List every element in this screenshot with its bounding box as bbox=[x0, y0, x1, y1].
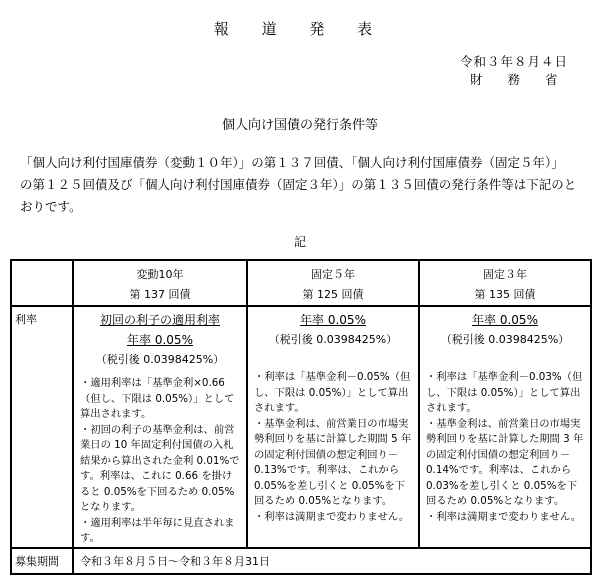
list-item: ・利率は「基準金利－0.05%（但し、下限は 0.05%）」として算出されます。 bbox=[254, 371, 411, 414]
list-item: ・適用利率は半年毎に見直されます。 bbox=[80, 516, 235, 544]
rate-cell-fixed5 bbox=[247, 306, 419, 548]
table-row-rate bbox=[11, 306, 591, 548]
rate-cell-floating10 bbox=[73, 306, 247, 548]
press-release-title: 報 道 発 表 bbox=[213, 20, 387, 38]
rate-notes bbox=[80, 376, 242, 547]
list-item: ・利率は満期まで変わりません。 bbox=[254, 510, 410, 523]
initial-rate-label: 初回の利子の適用利率 bbox=[99, 313, 220, 327]
column-issue: 第 137 回債 bbox=[129, 288, 191, 301]
column-name: 固定３年 bbox=[483, 268, 527, 281]
column-header-fixed3 bbox=[419, 260, 591, 306]
column-issue: 第 125 回債 bbox=[302, 288, 364, 301]
rate-cell-fixed3 bbox=[419, 306, 591, 548]
list-item: ・初回の利子の基準金利は、前営業日の 10 年固定利付国債の入札結果から算出された金利 0.01%です。利率は、これに 0.66 を掛けると 0.05%を下回るため 0.05%となります。 bbox=[80, 423, 240, 513]
rate-value: 年率 0.05% bbox=[300, 313, 366, 327]
list-item: ・利率は「基準金利－0.03%（但し、下限は 0.05%）」として算出されます。 bbox=[426, 371, 583, 414]
header-blank-cell bbox=[11, 260, 73, 306]
ki-marker: 記 bbox=[293, 235, 306, 249]
after-tax-rate: （税引後 0.0398425%） bbox=[268, 333, 398, 346]
list-item: ・適用利率は「基準金利×0.66（但し、下限は 0.05%）」として算出されます。 bbox=[80, 377, 235, 420]
release-date: 令和３年８月４日 bbox=[459, 54, 568, 69]
column-name: 変動10年 bbox=[136, 268, 184, 281]
column-issue: 第 135 回債 bbox=[474, 288, 536, 301]
rate-notes bbox=[254, 370, 414, 525]
rate-value: 年率 0.05% bbox=[472, 313, 538, 327]
table-header-row bbox=[11, 260, 591, 306]
period-label: 募集期間 bbox=[11, 548, 73, 574]
document-subject: 個人向け国債の発行条件等 bbox=[221, 118, 378, 133]
column-header-fixed5 bbox=[247, 260, 419, 306]
intro-line: の第１２５回債及び「個人向け利付国庫債券（固定３年）」の第１３５回債の発行条件等は下記のと bbox=[20, 177, 577, 192]
rate-label: 利率 bbox=[11, 306, 73, 548]
list-item: ・基準金利は、前営業日の市場実勢利回りを基に計算した期間 5 年の固定利付国債の想定利回り－0.13%です。利率は、これから 0.05%を差し引くと 0.05%を下回るため 0.05%となります。 bbox=[254, 417, 412, 507]
intro-line: おりです。 bbox=[20, 199, 82, 214]
issuer-name: 財 務 省 bbox=[470, 72, 558, 87]
after-tax-rate: （税引後 0.0398425%） bbox=[95, 353, 225, 366]
rate-value: 年率 0.05% bbox=[127, 333, 193, 347]
list-item: ・利率は満期まで変わりません。 bbox=[426, 510, 582, 523]
column-header-floating10 bbox=[73, 260, 247, 306]
rate-notes bbox=[426, 370, 586, 525]
column-name: 固定５年 bbox=[311, 268, 355, 281]
conditions-table bbox=[10, 259, 592, 575]
intro-paragraph bbox=[20, 152, 590, 218]
period-value: 令和３年８月５日～令和３年８月31日 bbox=[73, 548, 591, 574]
list-item: ・基準金利は、前営業日の市場実勢利回りを基に計算した期間 3 年の固定利付国債の想定利回り－0.14%です。利率は、これから 0.03%を差し引くと 0.05%を下回るため 0.05%となります。 bbox=[426, 417, 584, 507]
after-tax-rate: （税引後 0.0398425%） bbox=[440, 333, 570, 346]
table-row-period bbox=[11, 548, 591, 574]
intro-line: 「個人向け利付国庫債券（変動１０年）」の第１３７回債、「個人向け利付国庫債券（固定５年）」 bbox=[20, 155, 564, 170]
